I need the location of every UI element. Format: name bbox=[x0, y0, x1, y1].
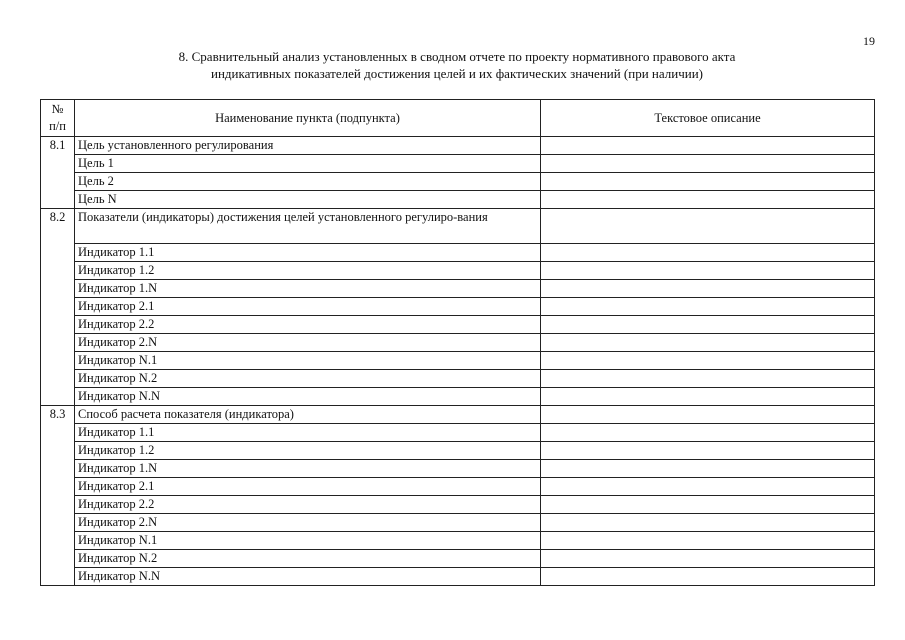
description-cell[interactable] bbox=[541, 514, 875, 532]
table-row bbox=[41, 352, 875, 370]
table-row bbox=[41, 532, 875, 550]
table-row bbox=[41, 388, 875, 406]
item-name-cell: Индикатор N.2 bbox=[75, 370, 541, 388]
table-row bbox=[41, 298, 875, 316]
description-cell[interactable] bbox=[541, 262, 875, 280]
table-row bbox=[41, 514, 875, 532]
description-cell[interactable] bbox=[541, 532, 875, 550]
description-cell[interactable] bbox=[541, 280, 875, 298]
description-cell[interactable] bbox=[541, 244, 875, 262]
description-cell[interactable] bbox=[541, 478, 875, 496]
item-name-cell: Индикатор 1.2 bbox=[75, 262, 541, 280]
item-name-cell: Индикатор N.2 bbox=[75, 550, 541, 568]
description-cell[interactable] bbox=[541, 550, 875, 568]
section-number: 8.1 bbox=[41, 137, 75, 209]
description-cell[interactable] bbox=[541, 460, 875, 478]
table-row bbox=[41, 244, 875, 262]
description-cell[interactable] bbox=[541, 370, 875, 388]
table-row bbox=[41, 460, 875, 478]
item-name-cell: Индикатор N.N bbox=[75, 388, 541, 406]
header-description: Текстовое описание bbox=[541, 100, 875, 137]
item-name-cell: Способ расчета показателя (индикатора) bbox=[75, 406, 541, 424]
table-row bbox=[41, 191, 875, 209]
item-name-cell: Цель 1 bbox=[75, 155, 541, 173]
description-cell[interactable] bbox=[541, 442, 875, 460]
table-row bbox=[41, 280, 875, 298]
table-header-row bbox=[41, 100, 875, 137]
page-number: 19 bbox=[863, 34, 875, 48]
description-cell[interactable] bbox=[541, 209, 875, 244]
item-name-cell: Индикатор N.1 bbox=[75, 532, 541, 550]
table-row bbox=[41, 334, 875, 352]
description-cell[interactable] bbox=[541, 298, 875, 316]
item-name-cell: Цель N bbox=[75, 191, 541, 209]
table-row bbox=[41, 316, 875, 334]
item-name-cell: Цель 2 bbox=[75, 173, 541, 191]
section-heading bbox=[40, 48, 874, 82]
comparison-table bbox=[40, 99, 875, 586]
description-cell[interactable] bbox=[541, 155, 875, 173]
item-name-cell: Индикатор 2.N bbox=[75, 334, 541, 352]
header-item-name: Наименование пункта (подпункта) bbox=[75, 100, 541, 137]
description-cell[interactable] bbox=[541, 406, 875, 424]
section-number: 8.3 bbox=[41, 406, 75, 586]
heading-line-1: 8. Сравнительный анализ установленных в сводном отчете по проекту нормативного правового акта bbox=[178, 49, 736, 64]
table-row bbox=[41, 478, 875, 496]
table-row bbox=[41, 370, 875, 388]
description-cell[interactable] bbox=[541, 137, 875, 155]
table-row bbox=[41, 209, 875, 244]
item-name-cell: Индикатор 1.1 bbox=[75, 244, 541, 262]
item-name-cell: Индикатор N.N bbox=[75, 568, 541, 586]
description-cell[interactable] bbox=[541, 424, 875, 442]
description-cell[interactable] bbox=[541, 191, 875, 209]
item-name-cell: Индикатор N.1 bbox=[75, 352, 541, 370]
header-number-line-2: п/п bbox=[49, 119, 66, 133]
item-name-cell: Индикатор 2.1 bbox=[75, 298, 541, 316]
description-cell[interactable] bbox=[541, 388, 875, 406]
table-row bbox=[41, 406, 875, 424]
description-cell[interactable] bbox=[541, 496, 875, 514]
table-row bbox=[41, 424, 875, 442]
section-number: 8.2 bbox=[41, 209, 75, 406]
table-row bbox=[41, 173, 875, 191]
item-name-cell: Индикатор 2.2 bbox=[75, 316, 541, 334]
item-name-cell: Индикатор 1.N bbox=[75, 460, 541, 478]
heading-line-2: индикативных показателей достижения целей и их фактических значений (при наличии) bbox=[211, 66, 703, 81]
item-name-cell: Цель установленного регулирования bbox=[75, 137, 541, 155]
description-cell[interactable] bbox=[541, 316, 875, 334]
header-number-line-1: № bbox=[51, 102, 64, 116]
item-name-cell: Индикатор 1.1 bbox=[75, 424, 541, 442]
table-row bbox=[41, 155, 875, 173]
description-cell[interactable] bbox=[541, 568, 875, 586]
table-row bbox=[41, 442, 875, 460]
header-number bbox=[41, 100, 75, 137]
table-row bbox=[41, 262, 875, 280]
description-cell[interactable] bbox=[541, 334, 875, 352]
table-row bbox=[41, 496, 875, 514]
item-name-cell: Показатели (индикаторы) достижения целей установленного регулиро-вания bbox=[75, 209, 541, 244]
item-name-cell: Индикатор 1.N bbox=[75, 280, 541, 298]
description-cell[interactable] bbox=[541, 352, 875, 370]
item-name-cell: Индикатор 1.2 bbox=[75, 442, 541, 460]
item-name-cell: Индикатор 2.2 bbox=[75, 496, 541, 514]
description-cell[interactable] bbox=[541, 173, 875, 191]
table-row bbox=[41, 137, 875, 155]
item-name-cell: Индикатор 2.N bbox=[75, 514, 541, 532]
table-row bbox=[41, 550, 875, 568]
table-row bbox=[41, 568, 875, 586]
table-body bbox=[41, 137, 875, 586]
item-name-cell: Индикатор 2.1 bbox=[75, 478, 541, 496]
